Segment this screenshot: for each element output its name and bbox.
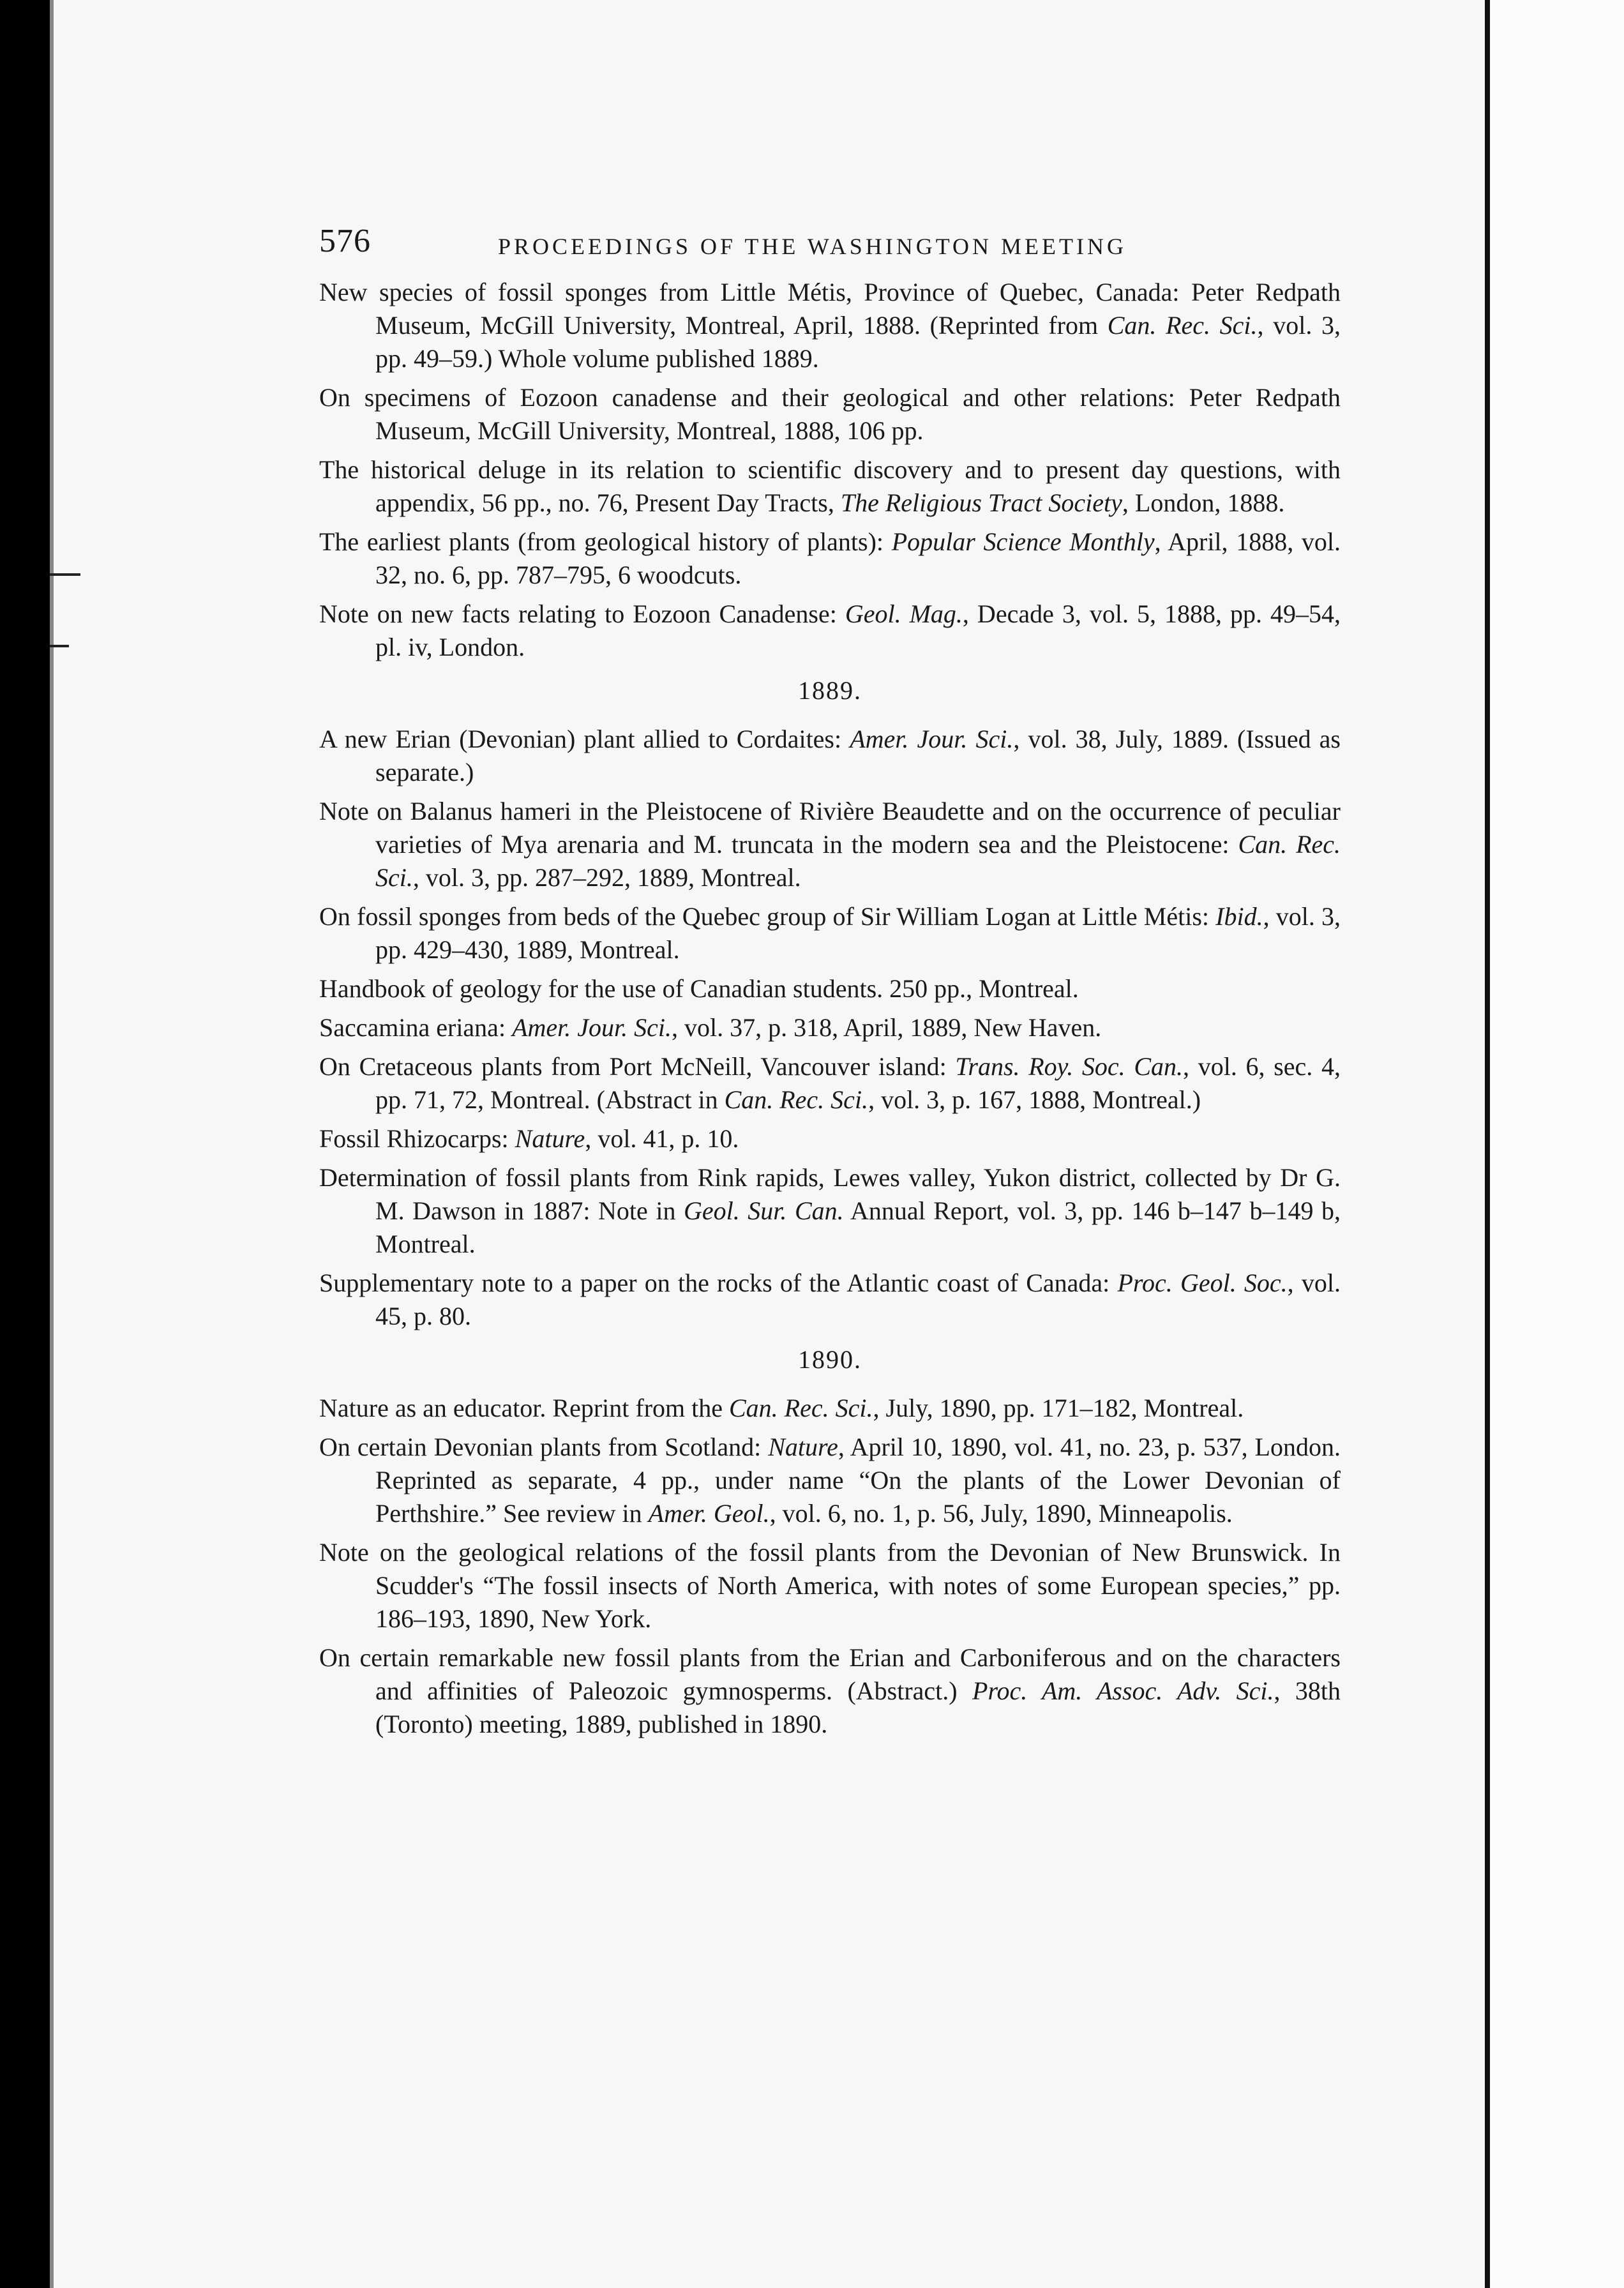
section-1890 [319, 1392, 1341, 1741]
year-heading-1890: 1890. [798, 1345, 862, 1374]
bibliography-entry: On Cretaceous plants from Port McNeill, Vancouver island: Trans. Roy. Soc. Can., vol. 6, sec. 4, pp. 71, 72, Montreal. (Abstract in Can. Rec. Sci., vol. 3, p. 167, 1888, Montreal.) [319, 1052, 1341, 1114]
bibliography-entry: Handbook of geology for the use of Canadian students. 250 pp., Montreal. [319, 974, 1079, 1003]
bibliography-entry: The historical deluge in its relation to scientific discovery and to present day questions, with appendix, 56 pp., no. 76, Present Day Tracts, The Religious Tract Society, London, 1888. [319, 455, 1341, 517]
bibliography-entry: On certain remarkable new fossil plants from the Erian and Carboniferous and on the characters and affinities of Paleozoic gymnosperms. (Abstract.) Proc. Am. Assoc. Adv. Sci., 38th (Toronto) meeting, 1889, published in 1890. [319, 1643, 1341, 1738]
running-head [319, 225, 1341, 276]
bibliography-entry: Note on Balanus hameri in the Pleistocene of Rivière Beaudette and on the occurrence of peculiar varieties of Mya arenaria and M. truncata in the modern sea and the Pleistocene: Can. Rec. Sci., vol. 3, pp. 287–292, 1889, Montreal. [319, 797, 1341, 892]
running-title: PROCEEDINGS OF THE WASHINGTON MEETING [498, 234, 1127, 259]
year-heading-1889: 1889. [798, 676, 862, 705]
bibliography-entry: On fossil sponges from beds of the Quebec group of Sir William Logan at Little Métis: Ibid., vol. 3, pp. 429–430, 1889, Montreal. [319, 902, 1341, 964]
bibliography-entry: A new Erian (Devonian) plant allied to Cordaites: Amer. Jour. Sci., vol. 38, July, 1889. (Issued as separate.) [319, 725, 1341, 786]
page-number: 576 [319, 223, 371, 259]
scan-right-rule [1485, 0, 1490, 2288]
bibliography-entry: Supplementary note to a paper on the rocks of the Atlantic coast of Canada: Proc. Geol. Soc., vol. 45, p. 80. [319, 1268, 1341, 1330]
bibliography-entry: New species of fossil sponges from Little Métis, Province of Quebec, Canada: Peter Redpath Museum, McGill University, Montreal, April, 1888. (Reprinted from Can. Rec. Sci., vol. 3, pp. 49–59.) Whole volume published 1889. [319, 278, 1341, 373]
scan-right-margin [1490, 0, 1624, 2288]
page-edge-shadow [50, 0, 54, 2288]
page-content [319, 225, 1341, 1747]
section-1889 [319, 723, 1341, 1333]
bibliography-entry: Note on new facts relating to Eozoon Canadense: Geol. Mag., Decade 3, vol. 5, 1888, pp. 49–54, pl. iv, London. [319, 599, 1341, 661]
bibliography-entry: Saccamina eriana: Amer. Jour. Sci., vol. 37, p. 318, April, 1889, New Haven. [319, 1013, 1102, 1042]
scan-mark [50, 645, 69, 647]
bibliography-entry: Determination of fossil plants from Rink rapids, Lewes valley, Yukon district, collected by Dr G. M. Dawson in 1887: Note in Geol. Sur. Can. Annual Report, vol. 3, pp. 146 b–147 b–149 b, Montreal. [319, 1163, 1341, 1258]
bibliography-entry: On specimens of Eozoon canadense and their geological and other relations: Peter Redpath Museum, McGill University, Montreal, 1888, 106 pp. [319, 383, 1341, 445]
section-1888 [319, 276, 1341, 664]
bibliography-entry: Note on the geological relations of the fossil plants from the Devonian of New Brunswick. In Scudder's “The fossil insects of North America, with notes of some European species,” pp. 186–193, 1890, New York. [319, 1538, 1341, 1633]
bibliography-entry: On certain Devonian plants from Scotland: Nature, April 10, 1890, vol. 41, no. 23, p. 537, London. Reprinted as separate, 4 pp., under name “On the plants of the Lower Devonian of Perthshire.” See review in Amer. Geol., vol. 6, no. 1, p. 56, July, 1890, Minneapolis. [319, 1433, 1341, 1528]
scan-mark [50, 573, 80, 576]
bibliography-entry: The earliest plants (from geological history of plants): Popular Science Monthly, April, 1888, vol. 32, no. 6, pp. 787–795, 6 woodcuts. [319, 527, 1341, 589]
bibliography-entry: Fossil Rhizocarps: Nature, vol. 41, p. 10. [319, 1124, 739, 1153]
bibliography-entry: Nature as an educator. Reprint from the Can. Rec. Sci., July, 1890, pp. 171–182, Montreal. [319, 1394, 1244, 1422]
scan-left-margin [0, 0, 50, 2288]
